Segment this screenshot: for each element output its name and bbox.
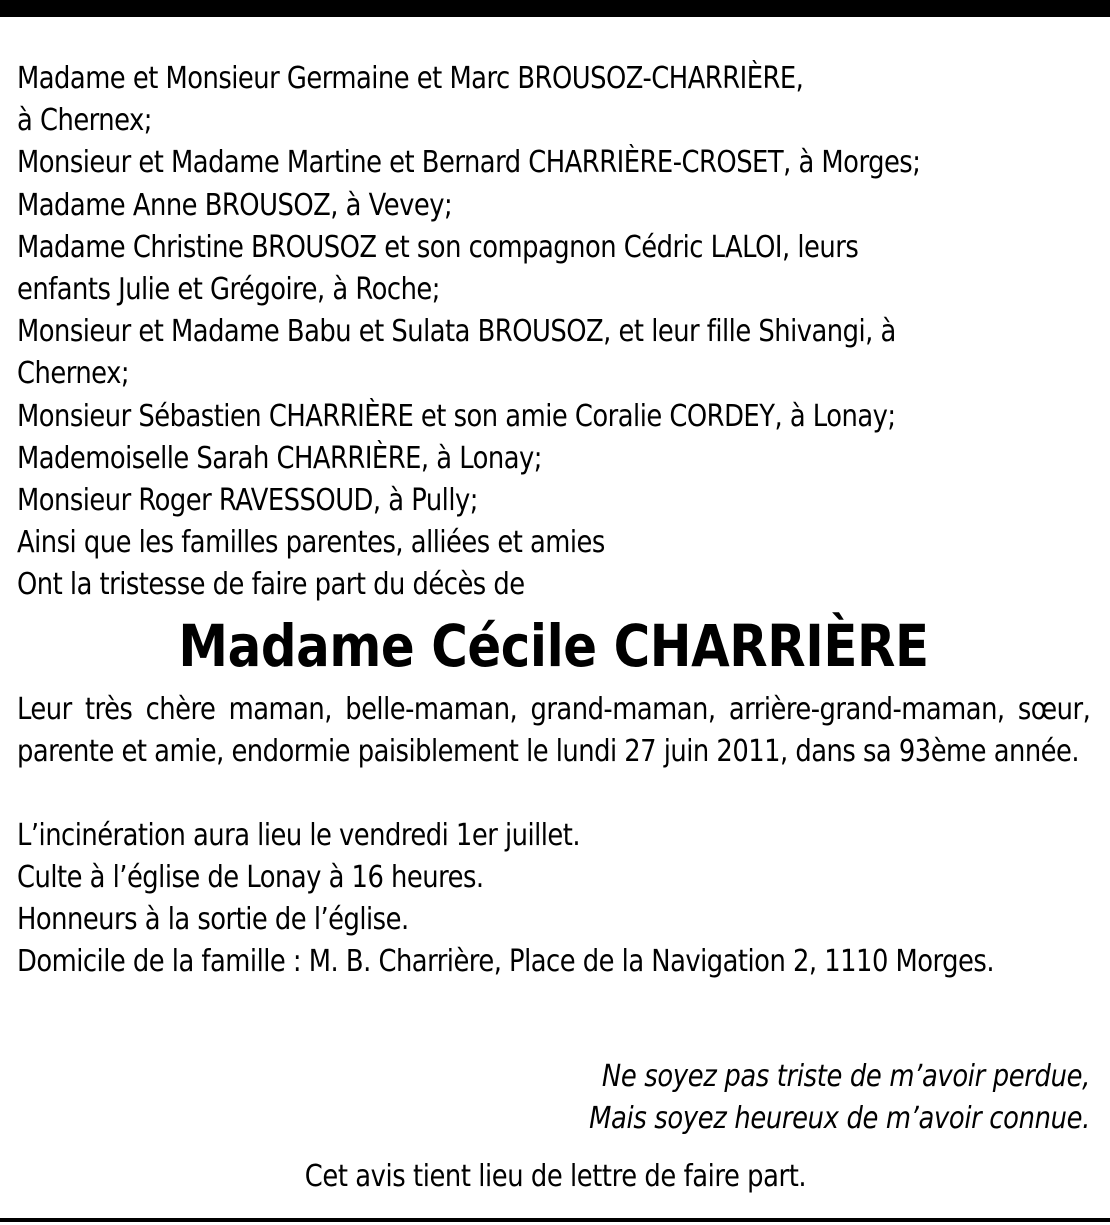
family-line: Monsieur Sébastien CHARRIÈRE et son amie Coralie CORDEY, à Lonay; xyxy=(17,398,896,434)
family-line: Monsieur Roger RAVESSOUD, à Pully; xyxy=(17,483,478,519)
quote-line-2: Mais soyez heureux de m’avoir connue. xyxy=(589,1101,1090,1136)
family-line: Madame et Monsieur Germaine et Marc BROUSOZ-CHARRIÈRE, xyxy=(17,61,804,96)
family-line: Monsieur et Madame Martine et Bernard CHARRIÈRE-CROSET, à Morges; xyxy=(17,145,921,181)
family-line: Ont la tristesse de faire part du décès de xyxy=(17,567,525,603)
family-line: Chernex; xyxy=(17,356,130,392)
closing-note xyxy=(0,1156,1110,1198)
description-block xyxy=(17,689,1090,983)
bottom-border xyxy=(0,1218,1110,1222)
memorial-quote xyxy=(17,1056,1090,1140)
family-line: Madame Christine BROUSOZ et son compagnon Cédric LALOI, leurs xyxy=(17,229,859,265)
domicile-text: Domicile de la famille : M. B. Charrière, Place de la Navigation 2, 1110 Morges. xyxy=(17,943,995,979)
top-border xyxy=(0,0,1110,17)
description-paragraph: Leur très chère maman, belle-maman, grand-maman, arrière-grand-maman, sœur, parente et amie, endormie paisiblement le lundi 27 juin 2011, dans sa 93ème année. xyxy=(17,691,1091,769)
family-line: enfants Julie et Grégoire, à Roche; xyxy=(17,272,440,308)
spacer xyxy=(17,773,1090,815)
deceased-name: Madame Cécile CHARRIÈRE xyxy=(178,611,929,680)
quote-line-1: Ne soyez pas triste de m’avoir perdue, xyxy=(601,1059,1090,1094)
service-text: Culte à l’église de Lonay à 16 heures. xyxy=(17,859,484,895)
closing-text: Cet avis tient lieu de lettre de faire part. xyxy=(304,1159,806,1194)
family-list xyxy=(17,58,1090,607)
family-line: à Chernex; xyxy=(17,103,152,139)
family-line: Ainsi que les familles parentes, alliées et amies xyxy=(17,525,605,561)
family-line: Monsieur et Madame Babu et Sulata BROUSOZ, et leur fille Shivangi, à xyxy=(17,314,896,350)
family-line: Mademoiselle Sarah CHARRIÈRE, à Lonay; xyxy=(17,440,542,476)
honours-text: Honneurs à la sortie de l’église. xyxy=(17,901,409,937)
incineration-text: L’incinération aura lieu le vendredi 1er juillet. xyxy=(17,817,581,853)
obituary-notice xyxy=(17,58,1090,983)
family-line: Madame Anne BROUSOZ, à Vevey; xyxy=(17,187,453,223)
